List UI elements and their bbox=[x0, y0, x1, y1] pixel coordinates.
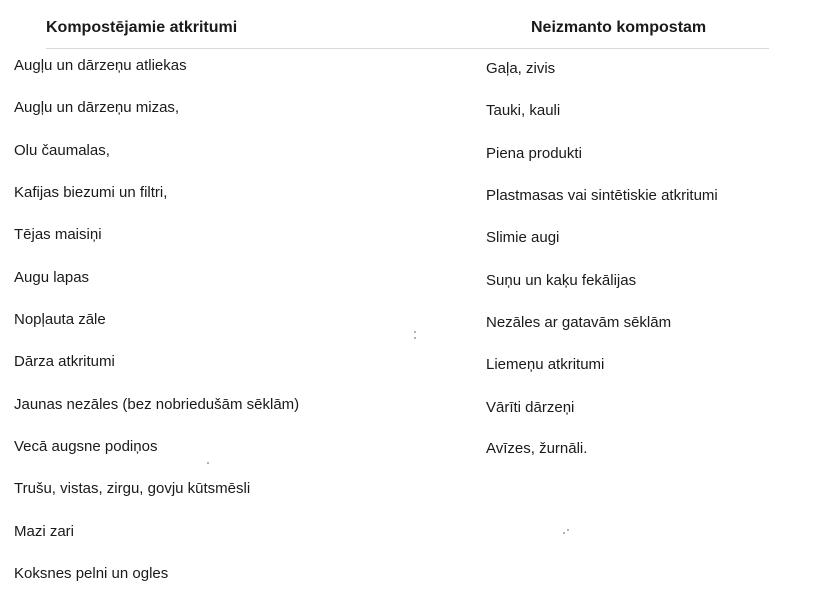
compostable-item: Dārza atkritumi bbox=[14, 353, 115, 370]
compostable-item: Augu lapas bbox=[14, 269, 90, 286]
scan-speck bbox=[563, 532, 565, 534]
compostable-item: Tējas maisiņi bbox=[14, 226, 102, 243]
compostable-item: Vecā augsne podiņos bbox=[14, 438, 158, 455]
compostable-item: Mazi zari bbox=[14, 523, 75, 540]
not-compostable-item: Nezāles ar gatavām sēklām bbox=[486, 314, 672, 331]
compostable-item: Augļu un dārzeņu atliekas bbox=[14, 57, 187, 74]
header-divider bbox=[46, 48, 769, 49]
scan-speck bbox=[567, 529, 569, 531]
not-compostable-item: Tauki, kauli bbox=[486, 102, 561, 119]
not-compostable-item: Liemeņu atkritumi bbox=[486, 356, 605, 373]
compostable-item: Jaunas nezāles (bez nobriedušām sēklām) bbox=[14, 396, 300, 413]
compostable-item: Koksnes pelni un ogles bbox=[14, 565, 169, 582]
scan-speck bbox=[414, 331, 416, 333]
not-compostable-item: Plastmasas vai sintētiskie atkritumi bbox=[486, 187, 718, 204]
not-compostable-item: Gaļa, zivis bbox=[486, 60, 556, 77]
not-compostable-column-title: Neizmanto kompostam bbox=[531, 19, 707, 36]
not-compostable-item: Avīzes, žurnāli. bbox=[486, 440, 588, 457]
compostable-item: Augļu un dārzeņu mizas, bbox=[14, 99, 180, 116]
compostable-item: Nopļauta zāle bbox=[14, 311, 106, 328]
compostable-item: Olu čaumalas, bbox=[14, 142, 110, 159]
scan-speck bbox=[207, 462, 209, 464]
not-compostable-item: Piena produkti bbox=[486, 145, 582, 162]
compostable-column-title: Kompostējamie atkritumi bbox=[46, 19, 238, 36]
not-compostable-item: Suņu un kaķu fekālijas bbox=[486, 272, 637, 289]
compostable-item: Kafijas biezumi un filtri, bbox=[14, 184, 168, 201]
not-compostable-item: Slimie augi bbox=[486, 229, 560, 246]
scan-speck bbox=[414, 337, 416, 339]
not-compostable-item: Vārīti dārzeņi bbox=[486, 399, 575, 416]
compostable-item: Trušu, vistas, zirgu, govju kūtsmēsli bbox=[14, 480, 251, 497]
